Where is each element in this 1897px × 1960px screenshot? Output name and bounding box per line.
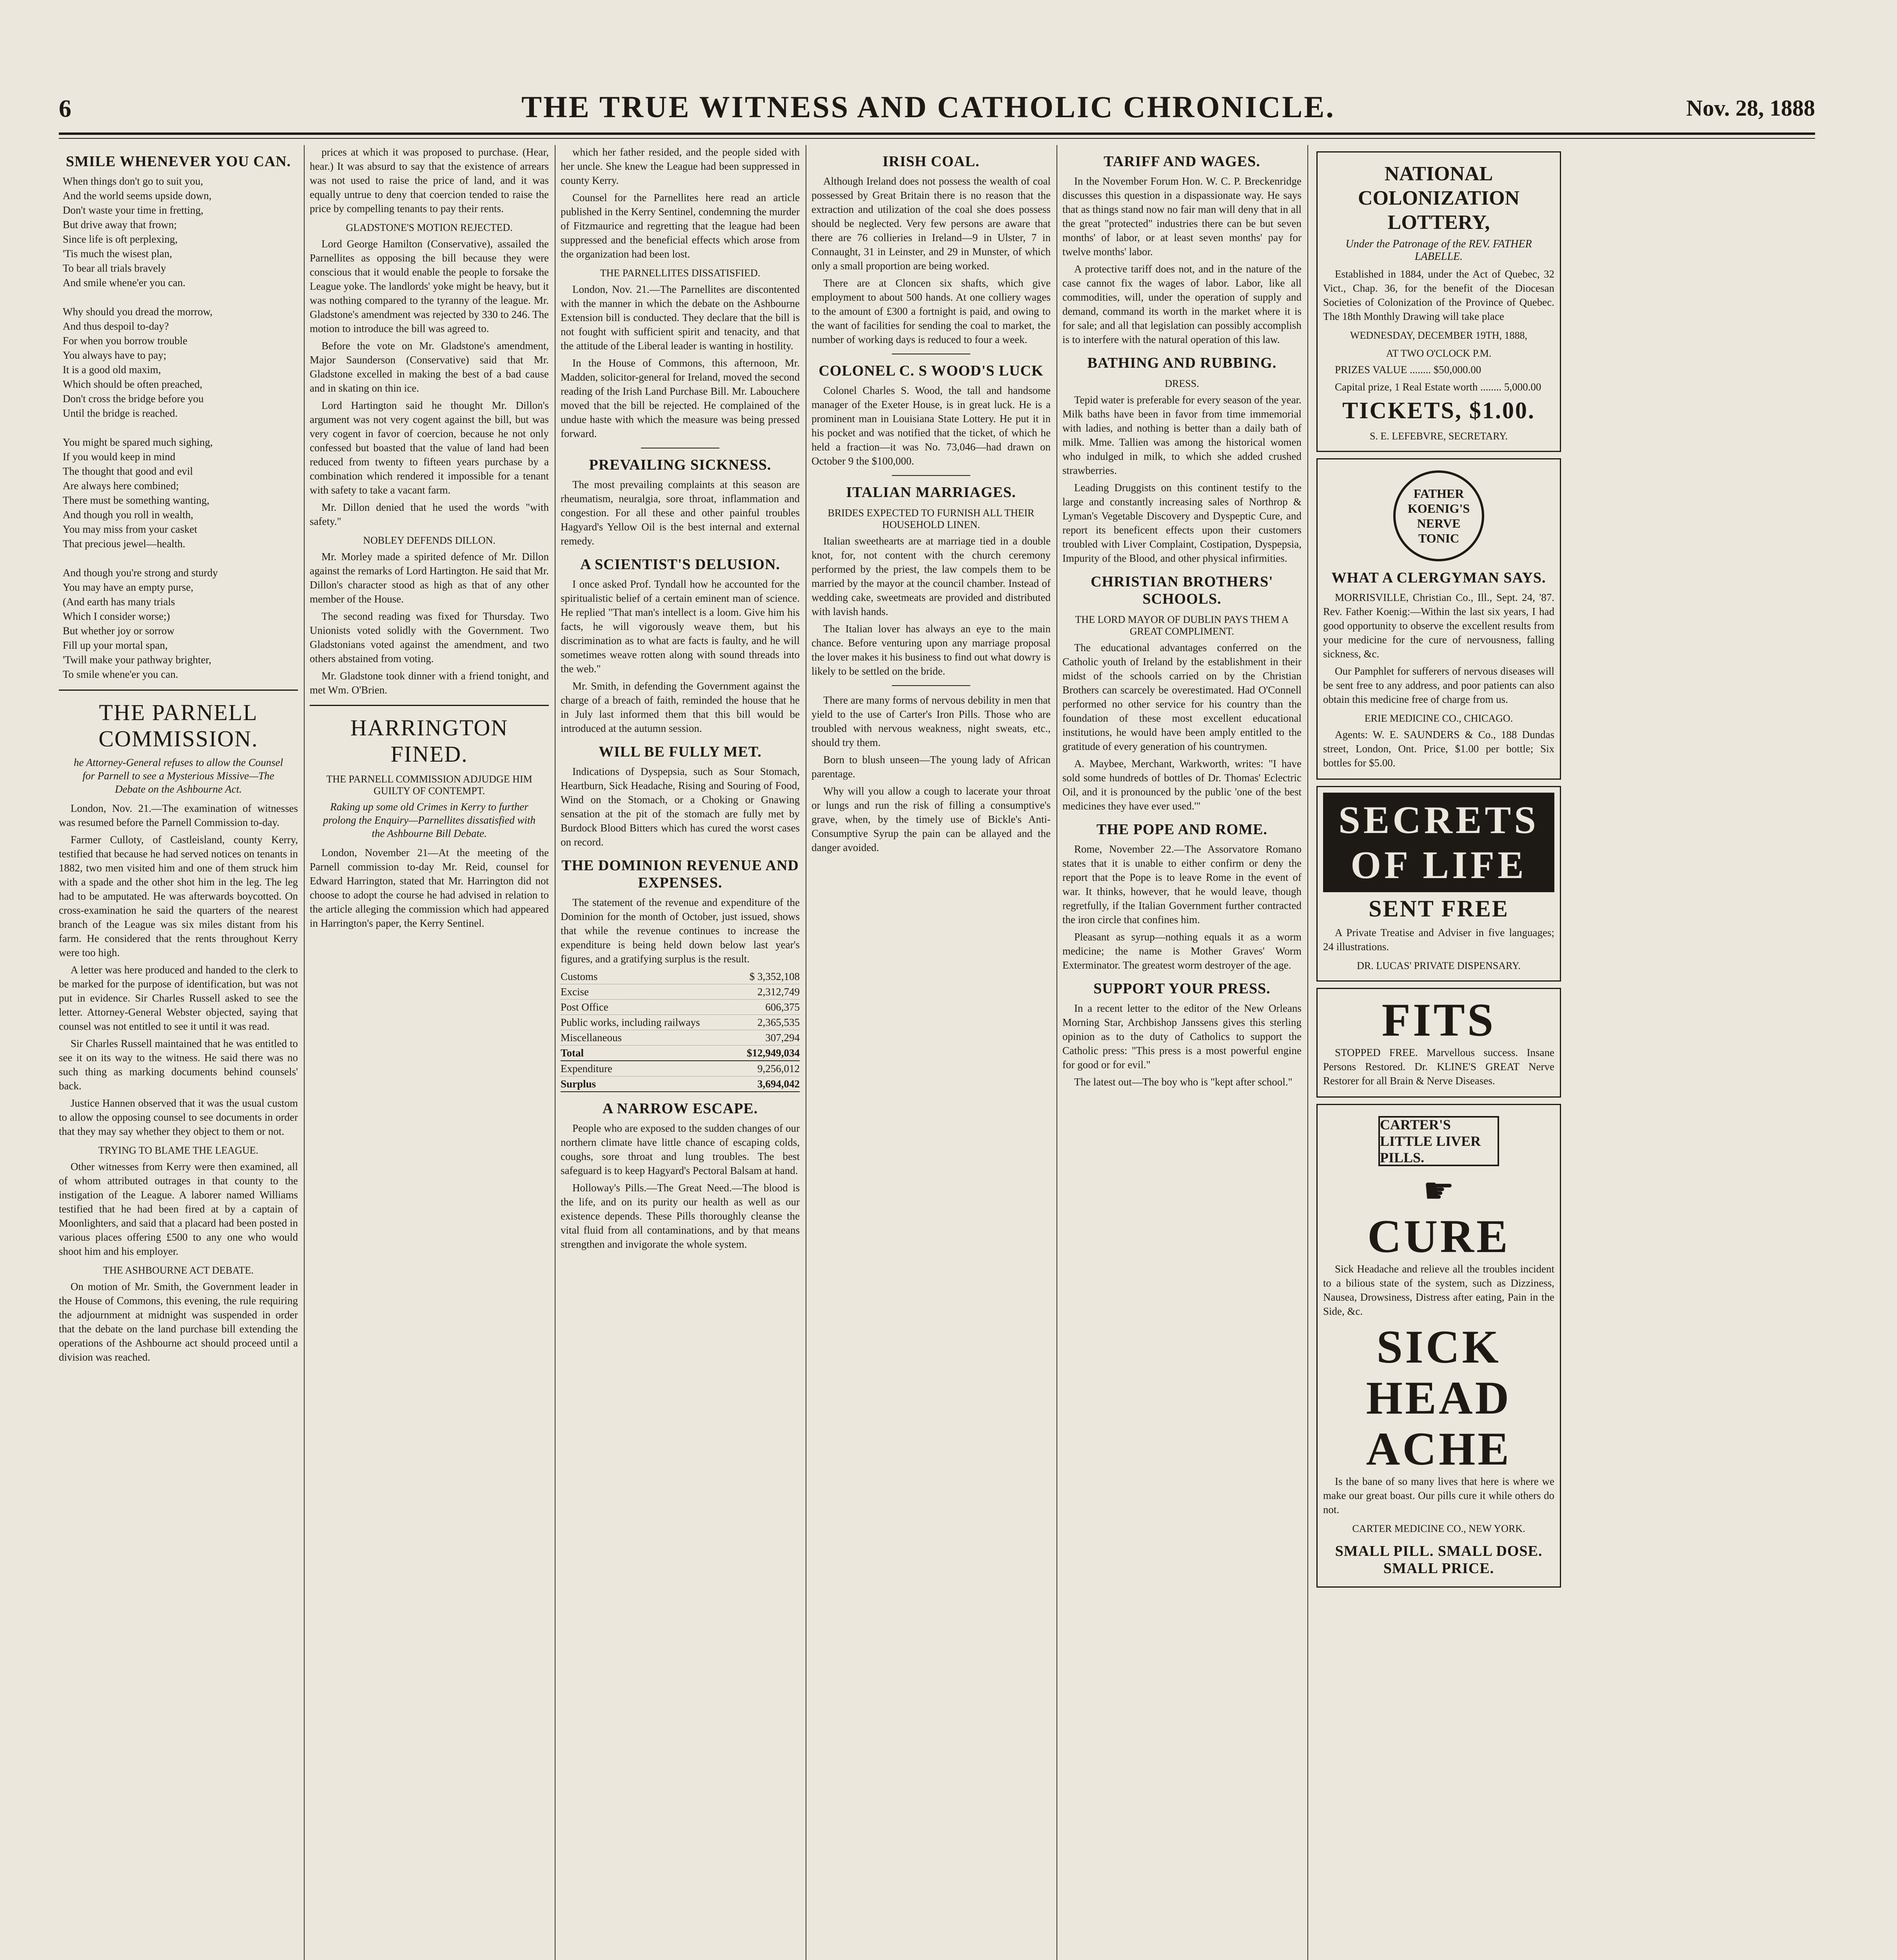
row-label: Miscellaneous [561, 1032, 622, 1044]
ad-text: Established in 1884, under the Act of Quebec, 32 Vict., Chap. 36, for the benefit of the Diocesan Societies of Colonization of the Province of Quebec. The 18th Monthly Drawing will take place [1323, 268, 1554, 322]
ad-text: Agents: W. E. SAUNDERS & Co., 188 Dundas street, London, Ont. Price, $1.00 per bottle; Six bottles for $5.00. [1323, 729, 1554, 769]
article-paragraph: London, Nov. 21.—The Parnellites are discontented with the manner in which the debate on the Ashbourne Extension bill is conducted. They declare that the bill is not fought with sufficient spirit and tenacity, and that the attitude of the Liberal leader is wanting in hostility. [561, 283, 800, 352]
nerve-tonic-ad [1316, 458, 1561, 780]
article-headline: BATHING AND RUBBING. [1087, 355, 1277, 371]
masthead [59, 86, 1815, 129]
article-paragraph: Mr. Gladstone took dinner with a friend tonight, and met Wm. O'Brien. [310, 670, 549, 696]
section-subhead: NOBLEY DEFENDS DILLON. [363, 535, 496, 546]
ad-big-word: CURE [1367, 1210, 1510, 1262]
article-paragraph: Justice Hannen observed that it was the usual custom to allow the opposing counsel to see documents in order that they may say whether they object to them or not. [59, 1097, 298, 1137]
ad-text: MORRISVILLE, Christian Co., Ill., Sept. 24, '87. Rev. Father Koenig:—Within the last six years, I had good opportunity to observe the excellent results from your medicine for the cure of nervousness, falling sickness, &c. [1323, 592, 1554, 660]
row-label: Surplus [561, 1078, 596, 1090]
article-paragraph: On motion of Mr. Smith, the Government leader in the House of Commons, this evening, the rule requiring the adjournment at midnight was suspended in order that the debate on the land purchase bill extending the operations of the Ashbourne act should proceed until a division was reached. [59, 1281, 298, 1363]
article-headline: PREVAILING SICKNESS. [589, 457, 772, 473]
article-headline: ITALIAN MARRIAGES. [846, 484, 1016, 501]
column-4 [811, 145, 1051, 1960]
article-paragraph: Farmer Culloty, of Castleisland, county Kerry, testified that because he had served notices on tenants in 1882, two men visited him and one of them struck him with a spade and the other shot him in the leg. The leg had to be amputated. He was afterwards boycotted. On cross-examination he said the quarters of the nearest branch of the League was six miles distant from his farm. He considered that the rents throughout Kerry were too high. [59, 834, 298, 958]
article-paragraph: Counsel for the Parnellites here read an article published in the Kerry Sentinel, condemning the murder of Fitzmaurice and regretting that the league had been suppressed and the beneficial effects which arose from the organization had been lost. [561, 192, 800, 260]
ad-maker: CARTER MEDICINE CO., NEW YORK. [1352, 1523, 1525, 1534]
nerve-tonic-seal-icon: FATHER KOENIG'S NERVE TONIC [1393, 470, 1484, 561]
ad-secretary: S. E. LEFEBVRE, SECRETARY. [1369, 430, 1508, 442]
article-paragraph: Why will you allow a cough to lacerate your throat or lungs and run the risk of filling a consumptive's grave, when, by the timely use of Bickle's Anti-Consumptive Syrup the pain can be allayed and the danger avoided. [811, 785, 1051, 853]
article-paragraph: Mr. Dillon denied that he used the words "with safety." [310, 501, 549, 527]
article-paragraph: Mr. Morley made a spirited defence of Mr. Dillon against the remarks of Lord Hartington. He said that Mr. Dillon's character stood as high as that of any other member of the House. [310, 551, 549, 605]
article-paragraph: The statement of the revenue and expenditure of the Dominion for the month of October, just issued, shows that while the revenue continues to increase the expenditure is being held down below last year's figures, and a gratifying surplus is the result. [561, 897, 800, 965]
article-paragraph: In the House of Commons, this afternoon, Mr. Madden, solicitor-general for Ireland, moved the second reading of the Irish Land Purchase Bill. Mr. Labouchere moved that the bill be rejected. He complained of the undue haste with which the measure was being pressed forward. [561, 357, 800, 439]
advertisements-column [1313, 145, 1564, 1960]
article-paragraph: Indications of Dyspepsia, such as Sour Stomach, Heartburn, Sick Headache, Rising and Souring of Food, Wind on the Stomach, or a Choking or Gnawing sensation at the pit of the stomach are fully met by Burdock Blood Bitters which has cured the worst cases on record. [561, 766, 800, 848]
article-headline: CHRISTIAN BROTHERS' SCHOOLS. [1091, 573, 1273, 607]
secrets-of-life-ad [1316, 786, 1561, 982]
ad-title: NATIONAL COLONIZATION LOTTERY, [1358, 163, 1520, 234]
row-label: Expenditure [561, 1063, 612, 1074]
row-value: $12,949,034 [747, 1047, 800, 1059]
article-headline: SUPPORT YOUR PRESS. [1093, 980, 1271, 997]
newspaper-page [59, 86, 1815, 1960]
article-headline: THE PARNELL COMMISSION. [59, 690, 298, 752]
article-paragraph: A letter was here produced and handed to the clerk to be marked for the purpose of identification, but was not put in evidence. Sir Charles Russell asked to see the letter. Attorney-General Webster objected, saying that counsel was not entitled to see it until it was read. [59, 964, 298, 1032]
article-paragraph: A. Maybee, Merchant, Warkworth, writes: "I have sold some hundreds of bottles of Dr. Thomas' Eclectric Oil, and it is pronounced by the public 'one of the best medicines they have ever used.'" [1062, 758, 1302, 812]
article-paragraph: Tepid water is preferable for every season of the year. Milk baths have been in favor from time immemorial with ladies, and nothing is better than a daily bath of milk. Mme. Tallien was among the historical women who indulged in milk, to which she added crushed strawberries. [1062, 394, 1302, 476]
row-value: 2,312,749 [757, 986, 800, 998]
article-headline: A NARROW ESCAPE. [602, 1100, 758, 1117]
ad-text: STOPPED FREE. Marvellous success. Insane Persons Restored. Dr. KLINE'S GREAT Nerve Restorer for all Brain & Nerve Diseases. [1323, 1047, 1554, 1087]
column-5 [1062, 145, 1302, 1960]
column-2 [310, 145, 549, 1960]
article-headline: TARIFF AND WAGES. [1104, 153, 1260, 170]
ad-date: WEDNESDAY, DECEMBER 19TH, 1888, [1350, 330, 1528, 341]
article-headline: A SCIENTIST'S DELUSION. [580, 556, 780, 573]
section-subhead: GLADSTONE'S MOTION REJECTED. [346, 222, 513, 233]
section-subhead: BRIDES EXPECTED TO FURNISH ALL THEIR HOUSEHOLD LINEN. [828, 507, 1035, 530]
revenue-table [561, 969, 800, 1092]
article-paragraph: Before the vote on Mr. Gladstone's amendment, Major Saunderson (Conservative) said that Mr. Gladstone excelled in making the best of a bad cause and in skating on thin ice. [310, 340, 549, 394]
article-paragraph: Lord George Hamilton (Conservative), assailed the Parnellites as opposing the bill because they were conscious that it would enable the people to forsake the League yoke. The landlords' yoke might be heavy, but it was nothing compared to the tyranny of the league. Mr. Gladstone's amendment was rejected by 330 to 246. The motion to introduce the bill was agreed to. [310, 238, 549, 334]
article-paragraph: In a recent letter to the editor of the New Orleans Morning Star, Archbishop Janssens gives this sterling opinion as to the duty of Catholics to support the Catholic press: "This press is a most powerful engine for good or for evil." [1062, 1002, 1302, 1071]
article-paragraph: Although Ireland does not possess the wealth of coal possessed by Great Britain there is no reason that the extraction and utilization of the coal she does possess should be neglected. Very few persons are aware that there are 76 collieries in Ireland—9 in Ulster, 7 in Connaught, 31 in Leinster, and 29 in Munster, of which only a small proportion are being worked. [811, 175, 1051, 272]
ad-prize: PRIZES VALUE ........ $50,000.00 [1335, 364, 1481, 376]
article-paragraph: I once asked Prof. Tyndall how he accounted for the spiritualistic belief of a certain eminent man of science. He replied "That man's intellect is a loom. Give him his facts, he will vigorously weave them, but his discrimination as to what are facts is faulty, and he will sometimes weave rotten along with sound threads into the web." [561, 578, 800, 675]
article-paragraph: Lord Hartington said he thought Mr. Dillon's argument was not very cogent against the bill, but was very cogent in favor of coercion, because he not only confessed but boasted that the value of land had been reduced from twenty to fifteen years purchase by a combination which rendered it impossible for a tenant with safety to take a vacant farm. [310, 399, 549, 496]
article-headline: THE POPE AND ROME. [1096, 821, 1268, 838]
ad-big-word: HEAD [1366, 1372, 1512, 1424]
article-paragraph: A protective tariff does not, and in the nature of the case cannot fix the wages of labor. Labor, like all commodities, will, under the operation of supply and demand, command its worth in the market where it is for sale; and all that legislation can possibly accomplish is to interfere with the natural operation of this law. [1062, 263, 1302, 345]
article-subhead: he Attorney-General refuses to allow the Counsel for Parnell to see a Mysterious Missive—The Debate on the Ashbourne Act. [74, 757, 283, 795]
article-headline: IRISH COAL. [882, 153, 980, 170]
article-paragraph: The latest out—The boy who is "kept after school." [1074, 1076, 1293, 1088]
ad-big-word: ACHE [1366, 1423, 1512, 1475]
ad-headline: WHAT A CLERGYMAN SAYS. [1331, 570, 1546, 586]
article-paragraph: People who are exposed to the sudden changes of our northern climate have little chance of escaping colds, coughs, sore throat and lung troubles. The best safeguard is to keep Hagyard's Pectoral Balsam at hand. [561, 1122, 800, 1176]
table-row [561, 1015, 800, 1030]
article-paragraph: The Italian lover has always an eye to the main chance. Before venturing upon any marriage proposal the lover makes it his business to find out what dowry is likely to be settled on the bride. [811, 623, 1051, 677]
row-value: 307,294 [765, 1032, 800, 1044]
article-headline: COLONEL C. S WOOD'S LUCK [819, 363, 1044, 379]
article-paragraph: Born to blush unseen—The young lady of African parentage. [811, 754, 1051, 780]
ad-text: Is the bane of so many lives that here is where we make our great boast. Our pills cure it while others do not. [1323, 1475, 1554, 1515]
article-paragraph: In the November Forum Hon. W. C. P. Breckenridge discusses this question in a dispassionate way. He says that as things stand now no fair man will deny that in all the great "protected" industries there can be but seven months' of labor, or at least seven months' pay for twelve months' labor. [1062, 175, 1302, 258]
article-paragraph: There are at Cloncen six shafts, which give employment to about 500 hands. At one colliery wages to the amount of £300 a fortnight is paid, and owing to the want of facilities for sending the coal to market, the number of working days is reduced to four a week. [811, 277, 1051, 345]
table-row [561, 969, 800, 984]
article-paragraph: Pleasant as syrup—nothing equals it as a worm medicine; the name is Mother Graves' Worm Exterminator. The greatest worm destroyer of the age. [1062, 931, 1302, 971]
article-paragraph: Leading Druggists on this continent testify to the large and constantly increasing sales of Northrop & Lyman's Vegetable Discovery and Dyspeptic Cure, and report its beneficent effects upon their customers troubled with Liver Complaint, Costipation, Dyspepsia, Impurity of the Blood, and other physical infirmities. [1062, 482, 1302, 564]
article-headline: WILL BE FULLY MET. [599, 744, 762, 760]
section-subhead: THE ASHBOURNE ACT DEBATE. [103, 1265, 254, 1276]
ad-big-word: FITS [1381, 994, 1496, 1046]
ad-subtitle: Under the Patronage of the REV. FATHER LABELLE. [1345, 238, 1532, 263]
article-paragraph: The second reading was fixed for Thursday. Two Unionists voted solidly with the Government. Two Gladstonians voted against the amendment, and two others abstained from voting. [310, 610, 549, 664]
section-subhead: DRESS. [1165, 378, 1199, 389]
row-label: Total [561, 1047, 584, 1059]
column-3 [561, 145, 800, 1960]
article-paragraph: Other witnesses from Kerry were then examined, all of whom attributed outrages in that county to the instigation of the League. A laborer named Williams testified that he had been fired at by a captain of Moonlighters, and said that a placard had been posted in various places offering £500 to any one who would shoot him and his employer. [59, 1161, 298, 1257]
ad-banner: SECRETS OF LIFE [1323, 793, 1554, 892]
row-value: $ 3,352,108 [749, 971, 800, 982]
newspaper-title: THE TRUE WITNESS AND CATHOLIC CHRONICLE. [521, 90, 1335, 124]
pointing-hand-icon: ☛ [1423, 1172, 1455, 1210]
article-paragraph: Holloway's Pills.—The Great Need.—The blood is the life, and on its purity our health as well as our existence depends. These Pills thoroughly cleanse the vital fluid from all contaminations, and by that means strengthen and invigorate the whole system. [561, 1182, 800, 1250]
page-number: 6 [59, 94, 71, 122]
fits-ad [1316, 988, 1561, 1098]
article-paragraph: Colonel Charles S. Wood, the tall and handsome manager of the Exeter House, is in great luck. He is a prominent man in Louisiana State Lottery. He put it in his pocket and was notified that the ticket, of which he held a fraction—it was No. 73,046—had drawn on October 9 the $100,000. [811, 385, 1051, 467]
ad-big-word: SICK [1376, 1321, 1501, 1373]
section-subhead: THE PARNELL COMMISSION ADJUDGE HIM GUILTY OF CONTEMPT. [326, 773, 532, 797]
table-row [561, 1000, 800, 1015]
article-paragraph: Sir Charles Russell maintained that he was entitled to see it on its way to the witness. He said there was no such thing as marking documents behind counsels' back. [59, 1038, 298, 1092]
row-value: 3,694,042 [757, 1078, 800, 1090]
ad-text: A Private Treatise and Adviser in five languages; 24 illustrations. [1323, 927, 1554, 953]
row-label: Public works, including railways [561, 1016, 700, 1028]
ad-dispensary: DR. LUCAS' PRIVATE DISPENSARY. [1357, 960, 1521, 971]
article-paragraph: London, Nov. 21.—The examination of witnesses was resumed before the Parnell Commission to-day. [59, 802, 298, 828]
article-paragraph: The educational advantages conferred on the Catholic youth of Ireland by the establishment in their midst of the schools carried on by the Christian Brothers can scarcely be overestimated. Had O'Connell performed no other service for his country than the foundation of these most excellent educational institutions, he would have been amply entitled to the gratitude of every generation of his countrymen. [1062, 642, 1302, 752]
masthead-rule [59, 132, 1815, 135]
article-paragraph: There are many forms of nervous debility in men that yield to the use of Carter's Iron Pills. Those who are troubled with nervous weakness, night sweats, etc., should try them. [811, 694, 1051, 748]
poem-title: SMILE WHENEVER YOU CAN. [65, 153, 291, 170]
article-headline: THE DOMINION REVENUE AND EXPENSES. [561, 857, 799, 891]
article-headline: HARRINGTON FINED. [310, 705, 549, 767]
pill-box-icon: CARTER'S LITTLE LIVER PILLS. [1378, 1116, 1499, 1166]
article-subhead: Raking up some old Crimes in Kerry to further prolong the Enquiry—Parnellites dissatisfied with the Ashbourne Bill Debate. [323, 801, 536, 839]
carters-pills-ad [1316, 1104, 1561, 1588]
table-row [561, 1030, 800, 1045]
ad-text: Our Pamphlet for sufferers of nervous diseases will be sent free to any address, and poor patients can also obtain this medicine free of charge from us. [1323, 665, 1554, 705]
article-paragraph: Italian sweethearts are at marriage tied in a double knot, for, not content with the church ceremony performed by the priest, the law compels them to be married by the mayor at the council chamber. Instead of wedding cake, sweetmeats are provided and distributed with lavish hands. [811, 535, 1051, 617]
row-label: Post Office [561, 1001, 608, 1013]
column-divider [304, 145, 305, 1960]
ad-time: AT TWO O'CLOCK P.M. [1386, 348, 1492, 359]
ad-maker: ERIE MEDICINE CO., CHICAGO. [1364, 713, 1513, 724]
masthead-rule-thin [59, 138, 1815, 139]
article-paragraph: Mr. Smith, in defending the Government against the charge of a breach of faith, reminded the house that he in July last informed them that this bill would be introduced at the autumn session. [561, 680, 800, 734]
table-row [561, 1061, 800, 1076]
separator [892, 475, 970, 476]
article-paragraph: London, November 21—At the meeting of the Parnell commission to-day Mr. Reid, counsel for Edward Harrington, stated that Mr. Harrington did not choose to adopt the course he had advised in relation to the article alleging the commission which had appeared in Harrington's paper, the Kerry Sentinel. [310, 847, 549, 929]
lottery-ad [1316, 151, 1561, 452]
article-paragraph: which her father resided, and the people sided with her uncle. She knew the League had been suppressed in county Kerry. [561, 146, 800, 186]
section-subhead: THE LORD MAYOR OF DUBLIN PAYS THEM A GREAT COMPLIMENT. [1075, 614, 1289, 637]
table-total-row [561, 1076, 800, 1092]
ad-ticket-price: TICKETS, $1.00. [1342, 397, 1535, 423]
article-paragraph: The most prevailing complaints at this season are rheumatism, neuralgia, sore throat, inflammation and congestion. For all these and other painful troubles Hagyard's Yellow Oil is the best internal and external remedy. [561, 479, 800, 547]
row-value: 9,256,012 [757, 1063, 800, 1074]
column-1 [59, 145, 298, 1960]
separator [892, 685, 970, 686]
table-total-row [561, 1045, 800, 1061]
ad-sent-free: SENT FREE [1369, 896, 1509, 922]
poem-body: When things don't go to suit you, And the world seems upside down, Don't waste your time in fretting, But drive away that frown; Since life is oft perplexing, 'Tis much the wisest plan, To bear all trials bravely And smile whene'er you can. Why should you dread the morrow, And thus despoil to-day? For when you borrow trouble You always have to pay; It is a good old maxim, Which should be often preached, Don't cross the bridge before you Until the bridge is reached. You might be spared much sighing, If you would keep in mind The thought that good and evil Are always here combined; There must be something wanting, And though you roll in wealth, You may miss from your casket That precious jewel—health. And though you're strong and sturdy You may have an empty purse, (And earth has many trials Which I consider worse;) But whether joy or sorrow Fill up your mortal span, 'Twill make your pathway brighter, To smile whene'er you can. [63, 175, 218, 680]
ad-footer: SMALL PILL. SMALL DOSE. SMALL PRICE. [1335, 1543, 1543, 1577]
row-value: 2,365,535 [757, 1016, 800, 1028]
article-paragraph: prices at which it was proposed to purchase. (Hear, hear.) It was absurd to say that the existence of arrears was not used to raise the price of land, and it was equally untrue to deny that coercion tended to raise the price by compelling tenants to pay their rents. [310, 146, 549, 214]
article-paragraph: Rome, November 22.—The Assorvatore Romano states that it is unable to either confirm or deny the report that the Pope is to leave Rome in the event of war. It thinks, however, that he would leave, though regretfully, if the Italian Government further contracted the iron circle that confines him. [1062, 843, 1302, 926]
row-label: Customs [561, 971, 598, 982]
ad-capital: Capital prize, 1 Real Estate worth ........ 5,000.00 [1335, 381, 1541, 393]
section-subhead: TRYING TO BLAME THE LEAGUE. [98, 1145, 259, 1156]
table-row [561, 984, 800, 1000]
ad-text: Sick Headache and relieve all the troubles incident to a bilious state of the system, such as Dizziness, Nausea, Drowsiness, Distress after eating, Pain in the Side, &c. [1323, 1263, 1554, 1317]
row-label: Excise [561, 986, 589, 998]
issue-date: Nov. 28, 1888 [1686, 95, 1815, 121]
row-value: 606,375 [765, 1001, 800, 1013]
section-subhead: THE PARNELLITES DISSATISFIED. [600, 267, 761, 279]
column-divider [1307, 145, 1308, 1960]
